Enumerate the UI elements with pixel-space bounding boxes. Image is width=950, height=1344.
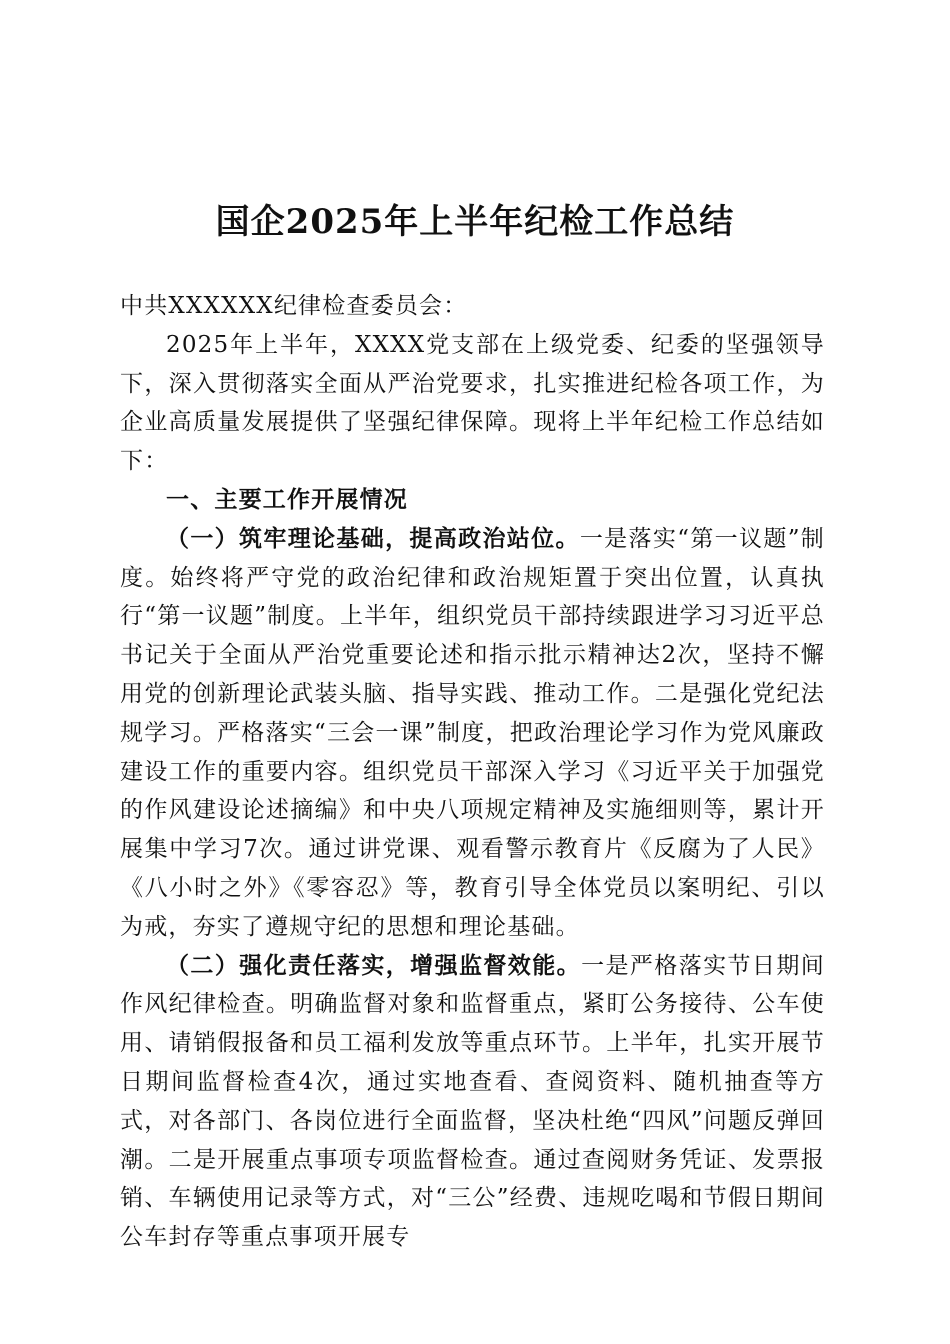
salutation: 中共XXXXXX纪律检查委员会： (120, 293, 468, 319)
document-body (120, 287, 825, 1257)
section-heading-1: 一、主要工作开展情况 (166, 486, 408, 513)
paragraph-1-heading: （一）筑牢理论基础，提高政治站位。 (166, 524, 580, 552)
intro-paragraph: 2025年上半年，XXXX党支部在上级党委、纪委的坚强领导下，深入贯彻落实全面从严治党要求，扎实推进纪检各项工作，为企业高质量发展提供了坚强纪律保障。现将上半年纪检工作总结如下： (120, 331, 825, 475)
paragraph-2-body: 一是严格落实节日期间作风纪律检查。明确监督对象和监督重点，紧盯公务接待、公车使用、请销假报备和员工福利发放等重点环节。上半年，扎实开展节日期间监督检查4次，通过实地查看、查阅资料、随机抽查等方式，对各部门、各岗位进行全面监督，坚决杜绝“四风”问题反弹回潮。二是开展重点事项专项监督检查。通过查阅财务凭证、发票报销、车辆使用记录等方式，对“三公”经费、违规吃喝和节假日期间公车封存等重点事项开展专 (120, 952, 825, 1251)
document-title: 国企2025年上半年纪检工作总结 (215, 202, 735, 242)
paragraph-2 (120, 947, 825, 1257)
paragraph-2-heading: （二）强化责任落实，增强监督效能。 (166, 951, 582, 979)
paragraph-1-body: 一是落实“第一议题”制度。始终将严守党的政治纪律和政治规矩置于突出位置，认真执行“第一议题”制度。上半年，组织党员干部持续跟进学习习近平总书记关于全面从严治党重要论述和指示批示精神达2次，坚持不懈用党的创新理论武装头脑、指导实践、推动工作。二是强化党纪法规学习。严格落实“三会一课”制度，把政治理论学习作为党风廉政建设工作的重要内容。组织党员干部深入学习《习近平关于加强党的作风建设论述摘编》和中央八项规定精神及实施细则等，累计开展集中学习7次。通过讲党课、观看警示教育片《反腐为了人民》《八小时之外》《零容忍》等，教育引导全体党员以案明纪、引以为戒，夯实了遵规守纪的思想和理论基础。 (120, 525, 825, 940)
paragraph-1 (120, 520, 825, 947)
